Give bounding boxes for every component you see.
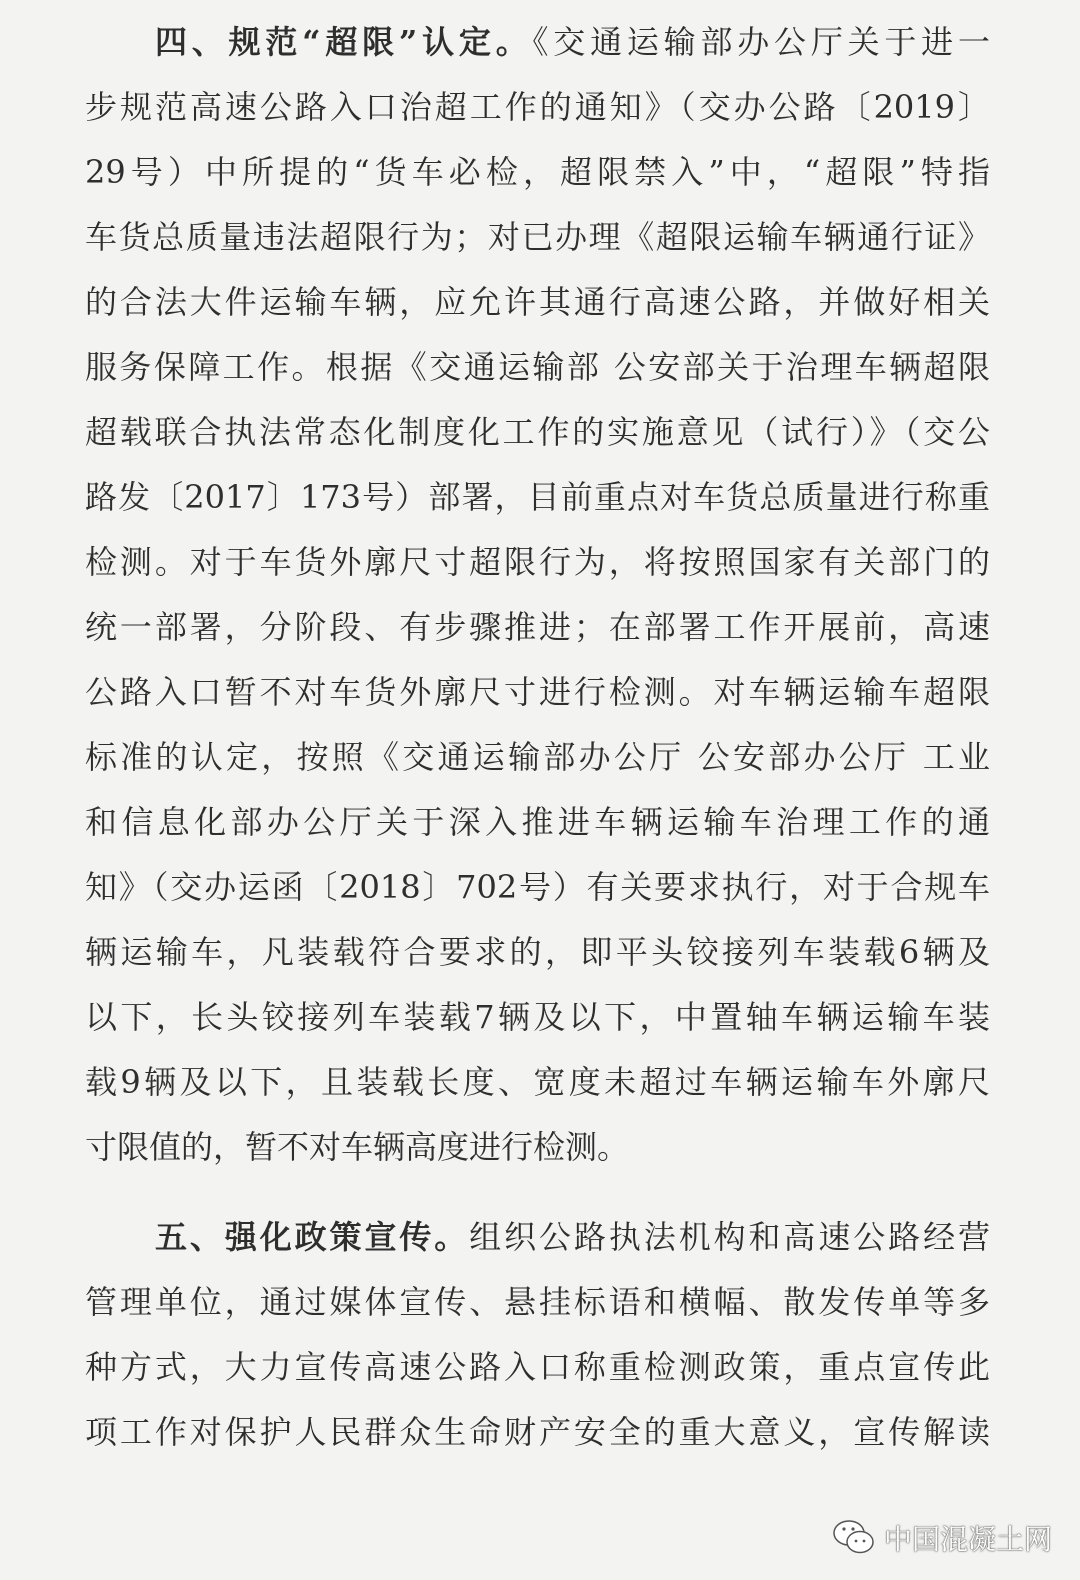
text-line: 标准的认定，按照《交通运输部办公厅 公安部办公厅 工业 [85, 738, 990, 776]
text-line: 服务保障工作。根据《交通运输部 公安部关于治理车辆超限 [85, 348, 990, 386]
text-line: 步规范高速公路入口治超工作的通知》（交办公路〔2019〕 [85, 88, 990, 126]
section-heading-5: 五、强化政策宣传。 [155, 1218, 470, 1256]
paragraph-5-line-1: 五、强化政策宣传。组织公路执法机构和高速公路经营 [155, 1218, 990, 1256]
text-line: 寸限值的，暂不对车辆高度进行检测。 [85, 1128, 630, 1166]
text-line: 以下，长头铰接列车装载7辆及以下，中置轴车辆运输车装 [85, 998, 990, 1036]
document-page [85, 10, 990, 1465]
text-line: 车货总质量违法超限行为；对已办理《超限运输车辆通行证》 [85, 218, 990, 256]
watermark [832, 1518, 1052, 1558]
section-heading-4: 四、规范“超限”认定。 [155, 23, 533, 61]
text-line: 管理单位，通过媒体宣传、悬挂标语和横幅、散发传单等多 [85, 1283, 990, 1321]
paragraph-4-line-1: 四、规范“超限”认定。《交通运输部办公厅关于进一 [155, 23, 990, 61]
text-line: 的合法大件运输车辆，应允许其通行高速公路，并做好相关 [85, 283, 990, 321]
text-line: 种方式，大力宣传高速公路入口称重检测政策，重点宣传此 [85, 1348, 990, 1386]
text-line: 路发〔2017〕173号）部署，目前重点对车货总质量进行称重 [85, 478, 990, 516]
text-line: 公路入口暂不对车货外廓尺寸进行检测。对车辆运输车超限 [85, 673, 990, 711]
text-line: 和信息化部办公厅关于深入推进车辆运输车治理工作的通 [85, 803, 990, 841]
wechat-icon [832, 1518, 876, 1558]
text-line: 统一部署，分阶段、有步骤推进；在部署工作开展前，高速 [85, 608, 990, 646]
text-line: 载9辆及以下，且装载长度、宽度未超过车辆运输车外廓尺 [85, 1063, 990, 1101]
text-line: 超载联合执法常态化制度化工作的实施意见（试行）》（交公 [85, 413, 990, 451]
text-line: 辆运输车，凡装载符合要求的，即平头铰接列车装载6辆及 [85, 933, 990, 971]
text-line: 检测。对于车货外廓尺寸超限行为，将按照国家有关部门的 [85, 543, 990, 581]
text-line: 项工作对保护人民群众生命财产安全的重大意义，宣传解读 [85, 1413, 990, 1451]
text-line: 29号）中所提的“货车必检，超限禁入”中，“超限”特指 [85, 153, 990, 191]
watermark-text: 中国混凝土网 [884, 1523, 1053, 1556]
text-line: 知》（交办运函〔2018〕702号）有关要求执行，对于合规车 [85, 868, 990, 906]
